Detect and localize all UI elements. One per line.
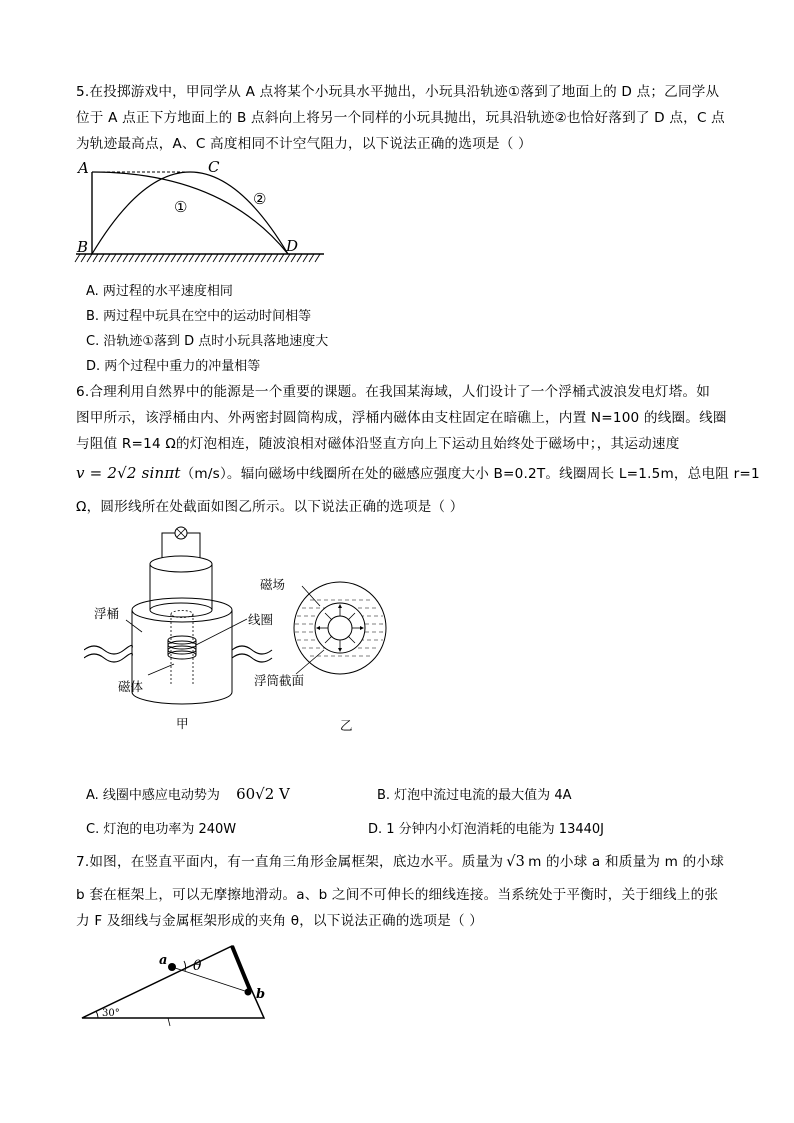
q6-line-2: 图甲所示，该浮桶由内、外两密封圆筒构成，浮桶内磁体由支柱固定在暗礁上，内置 N=100 的线圈。线圈	[76, 410, 727, 426]
inner-cylinder-top	[150, 556, 212, 572]
ground-hatching	[75, 254, 320, 262]
angle-arc	[96, 1011, 98, 1018]
emf-value: 60√2 V	[236, 785, 290, 803]
q5-option-d: D. 两个过程中重力的冲量相等	[86, 359, 261, 374]
q6-option-a-text: A. 线圈中感应电动势为	[86, 788, 220, 803]
outer-cylinder-top	[132, 598, 232, 622]
magnet-label: 磁体	[118, 679, 144, 694]
q5-trajectory-figure	[72, 154, 332, 270]
q7-line-1-post: m 的小球 a 和质量为 m 的小球	[528, 854, 725, 870]
field-label: 磁场	[260, 577, 286, 592]
q6-line-3: 与阻值 R=14 Ω的灯泡相连，随波浪相对磁体沿竖直方向上下运动且始终处于磁场中；，其运动速度	[76, 436, 680, 452]
theta-label: θ	[193, 958, 202, 974]
q7-line-2: b 套在框架上，可以无摩擦地滑动。a、b 之间不可伸长的细线连接。当系统处于平衡时，关于细线上的张	[76, 887, 719, 903]
outer-cylinder	[132, 610, 232, 704]
q5-option-a: A. 两过程的水平速度相同	[86, 284, 233, 299]
q5-line-1: 5.在投掷游戏中，甲同学从 A 点将某个小玩具水平抛出，小玩具沿轨迹①落到了地面上的 D 点；乙同学从	[76, 84, 720, 100]
q6-option-b: B. 灯泡中流过电流的最大值为 4A	[377, 788, 572, 803]
q7-line-1	[76, 850, 724, 870]
q6-float-figure	[84, 524, 394, 734]
q6-option-a	[86, 784, 290, 803]
ball-a	[168, 963, 176, 971]
point-d-label: D	[286, 237, 299, 255]
q7-line-3: 力 F 及细线与金属框架形成的夹角 θ，以下说法正确的选项是（ ）	[76, 913, 484, 929]
section-label: 浮筒截面	[254, 673, 305, 688]
q7-line-1-pre: 7.如图，在竖直平面内，有一直角三角形金属框架，底边水平。质量为	[76, 854, 504, 870]
ball-a-label: a	[159, 953, 168, 968]
angle-label: 30°	[102, 1008, 120, 1019]
frame-thick-segment	[232, 946, 250, 990]
q5-line-3: 为轨迹最高点，A、C 高度相同不计空气阻力，以下说法正确的选项是（ ）	[76, 136, 532, 152]
trajectory-2	[92, 172, 288, 254]
track-1-label: ①	[174, 198, 188, 216]
q6-option-c: C. 灯泡的电功率为 240W	[86, 822, 237, 837]
ball-b	[245, 989, 252, 996]
velocity-formula: v = 2√2 sinπt	[76, 464, 181, 482]
q6-option-d: D. 1 分钟内小灯泡消耗的电能为 13440J	[368, 822, 604, 837]
q5-option-c: C. 沿轨迹①落到 D 点时小玩具落地速度大	[86, 334, 329, 349]
q6-line-4-rest: （m/s）。辐向磁场中线圈所在处的磁感应强度大小 B=0.2T。线圈周长 L=1.5m，总电阻 r=1	[180, 466, 760, 482]
string-line	[172, 967, 248, 992]
wave-right	[232, 646, 272, 654]
q7-triangle-figure	[76, 938, 276, 1030]
track-2-label: ②	[253, 190, 267, 208]
point-a-label: A	[78, 159, 89, 177]
point-c-label: C	[208, 158, 220, 176]
q5-line-2: 位于 A 点正下方地面上的 B 点斜向上将另一个同样的小玩具抛出，玩具沿轨迹②也恰好落到了 D 点，C 点	[76, 110, 725, 126]
q6-line-5: Ω，圆形线所在处截面如图乙所示。以下说法正确的选项是（ ）	[76, 499, 464, 515]
ball-b-label: b	[256, 987, 266, 1002]
float-label: 浮桶	[94, 606, 120, 621]
point-b-label: B	[77, 238, 89, 256]
q6-line-4	[76, 462, 760, 482]
coil-label: 线圈	[248, 612, 274, 627]
caption-yi: 乙	[340, 718, 353, 733]
q5-option-b: B. 两过程中玩具在空中的运动时间相等	[86, 309, 312, 324]
caption-jia: 甲	[176, 716, 189, 731]
wave-left	[84, 645, 132, 654]
mass-a-value: √3	[506, 854, 526, 870]
q6-line-1: 6.合理利用自然界中的能源是一个重要的课题。在我国某海域，人们设计了一个浮桶式波浪发电灯塔。如	[76, 384, 711, 400]
